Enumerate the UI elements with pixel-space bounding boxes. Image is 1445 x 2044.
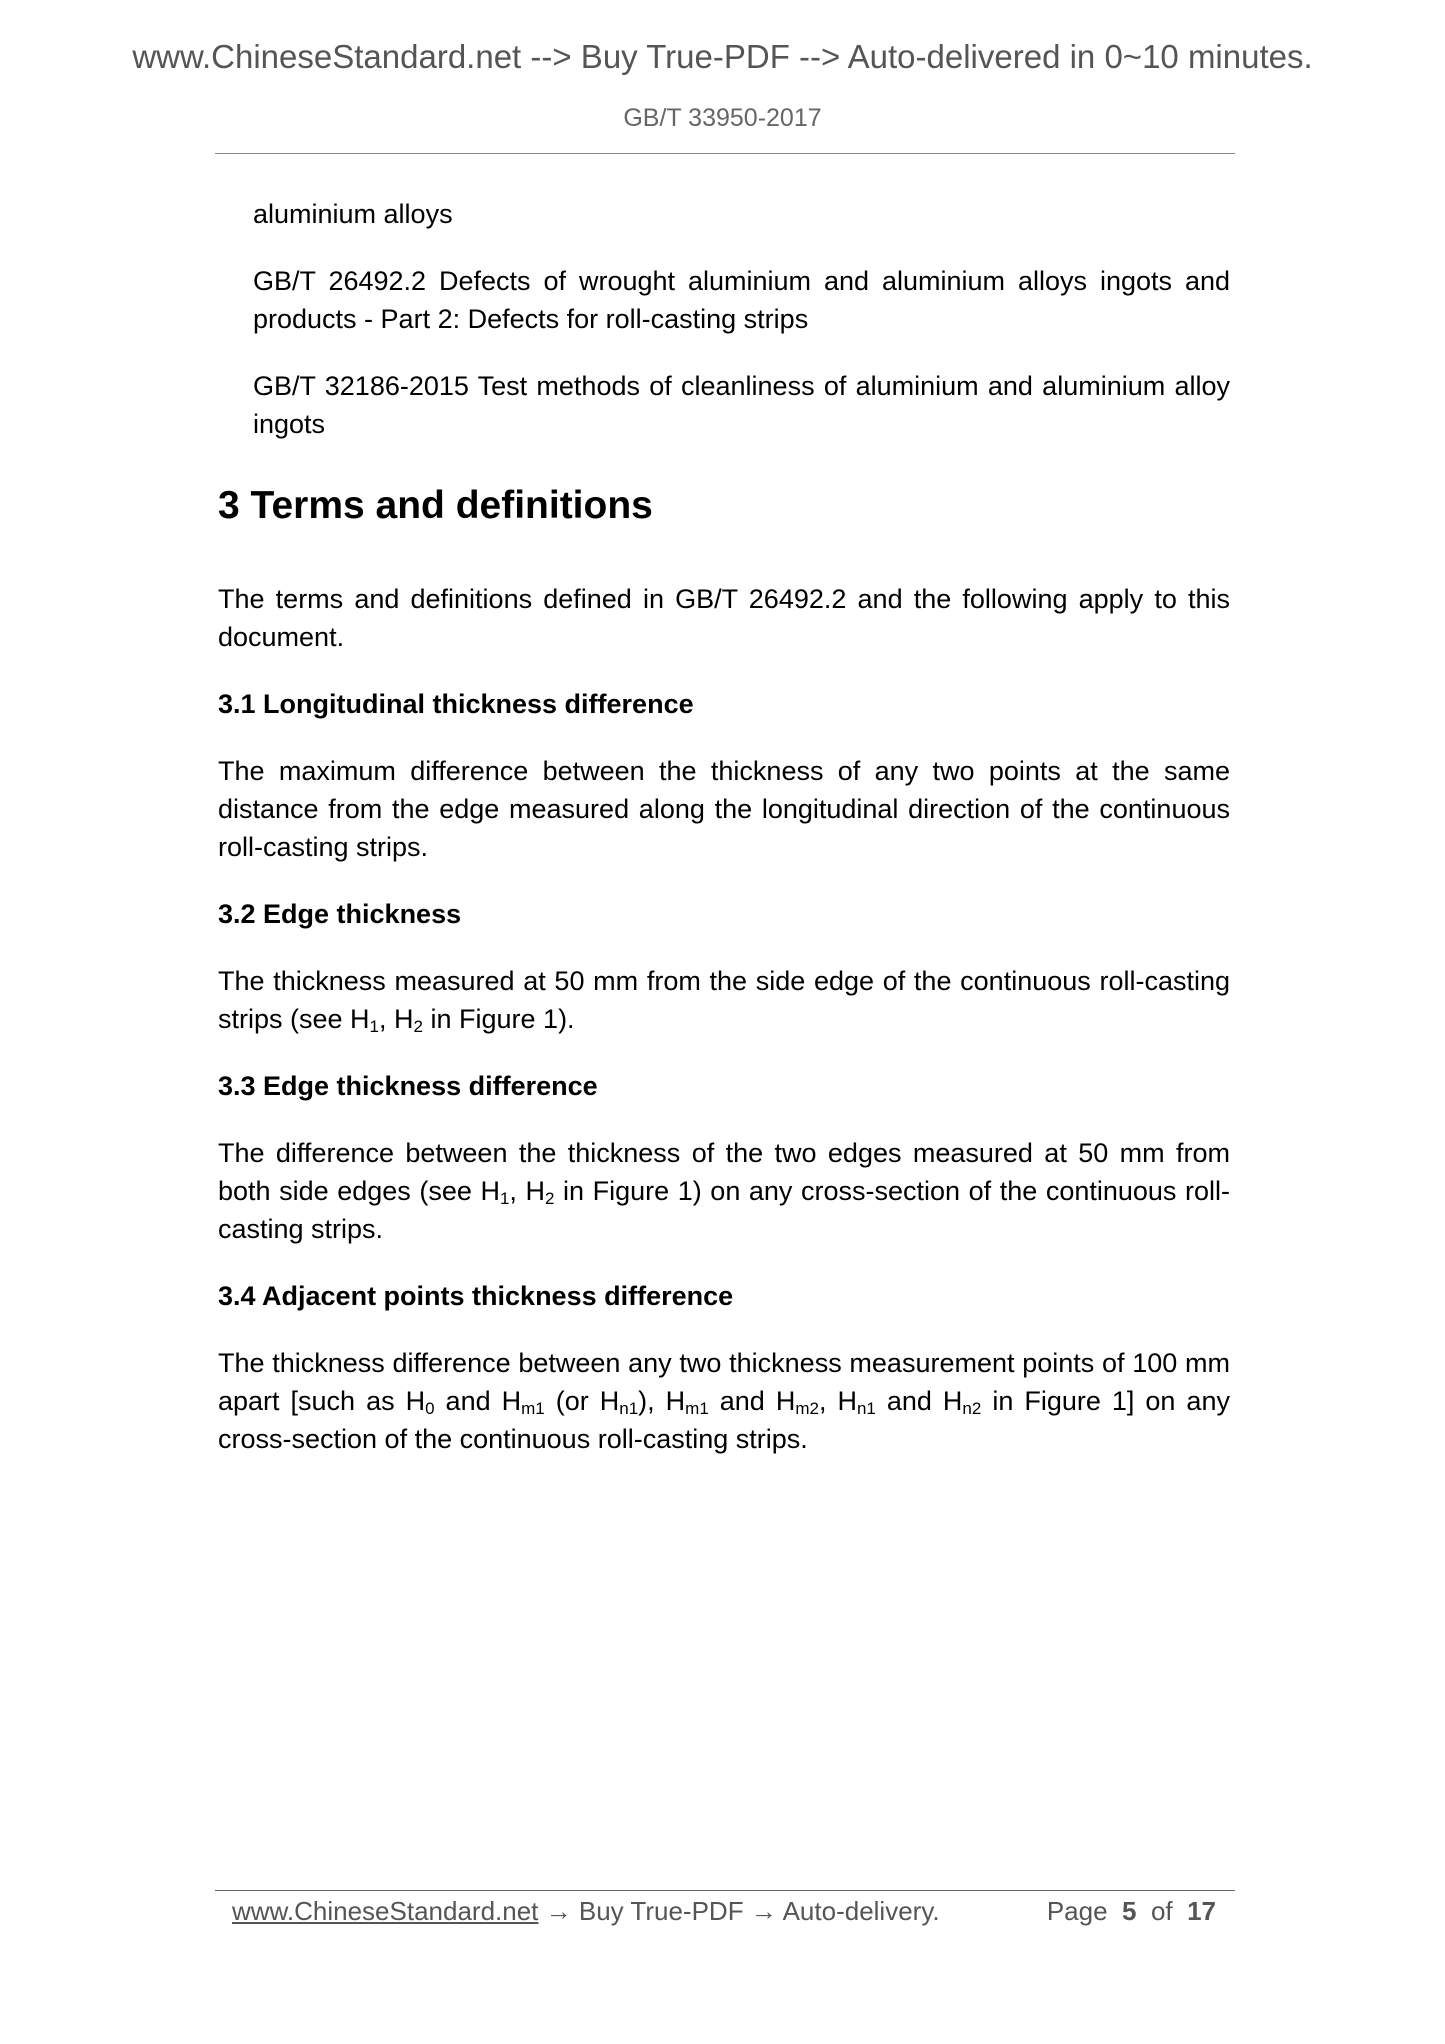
footer-site-link[interactable]: www.ChineseStandard.net: [232, 1896, 539, 1926]
term-title-3-4: 3.4 Adjacent points thickness difference: [218, 1281, 734, 1311]
reference-item: GB/T 26492.2 Defects of wrought aluminium and aluminium alloys ingots and products - Part 2: Defects for roll-casting strips: [253, 266, 1230, 334]
term-definition-3-4: The thickness difference between any two thickness measurement points of 100 mm apart [such as $H_0$ and $H_{m1}$ (or $H_{n1}$), $H_{m1}$ and $H_{m2}$, $H_{n1}$ and $H_{n2}$ in Figure 1] on any cross-section of the continuous roll-casting strips.: [218, 1348, 1230, 1454]
term-title-3-1: 3.1 Longitudinal thickness difference: [218, 689, 694, 719]
section-intro: The terms and definitions defined in GB/T 26492.2 and the following apply to this document.: [218, 584, 1230, 652]
page-indicator: Page 5 of 17: [1046, 1896, 1216, 1926]
section-title: 3 Terms and definitions: [218, 484, 653, 527]
arrow-right-icon: →: [750, 1896, 777, 1926]
header-banner: www.ChineseStandard.net --> Buy True-PDF --> Auto-delivered in 0~10 minutes.: [132, 38, 1313, 75]
term-definition-3-3: The difference between the thickness of the two edges measured at 50 mm from both side edges (see $H_1$, $H_2$ in Figure 1) on any cross-section of the continuous roll-casting strips.: [218, 1138, 1230, 1244]
page-content: [218, 195, 1230, 1487]
term-title-3-2: 3.2 Edge thickness: [218, 899, 462, 929]
term-title-3-3: 3.3 Edge thickness difference: [218, 1071, 598, 1101]
footer-delivery-text: Auto-delivery.: [776, 1896, 940, 1926]
total-pages: 17: [1187, 1896, 1216, 1926]
page-footer: [232, 1896, 1222, 1927]
document-code: GB/T 33950-2017: [623, 104, 822, 132]
footer-buy-text: Buy True-PDF: [571, 1896, 751, 1926]
arrow-right-icon: →: [545, 1896, 572, 1926]
term-definition-3-1: The maximum difference between the thickness of any two points at the same distance from the edge measured along the longitudinal direction of the continuous roll-casting strips.: [218, 756, 1230, 862]
reference-item: aluminium alloys: [253, 199, 453, 229]
page-number: 5: [1122, 1896, 1137, 1926]
footer-divider: [215, 1890, 1235, 1891]
header-divider: [215, 153, 1235, 154]
term-definition-3-2: The thickness measured at 50 mm from the side edge of the continuous roll-casting strips (see $H_1$, $H_2$ in Figure 1).: [218, 966, 1230, 1036]
reference-item: GB/T 32186-2015 Test methods of cleanliness of aluminium and aluminium alloy ingots: [253, 371, 1230, 439]
